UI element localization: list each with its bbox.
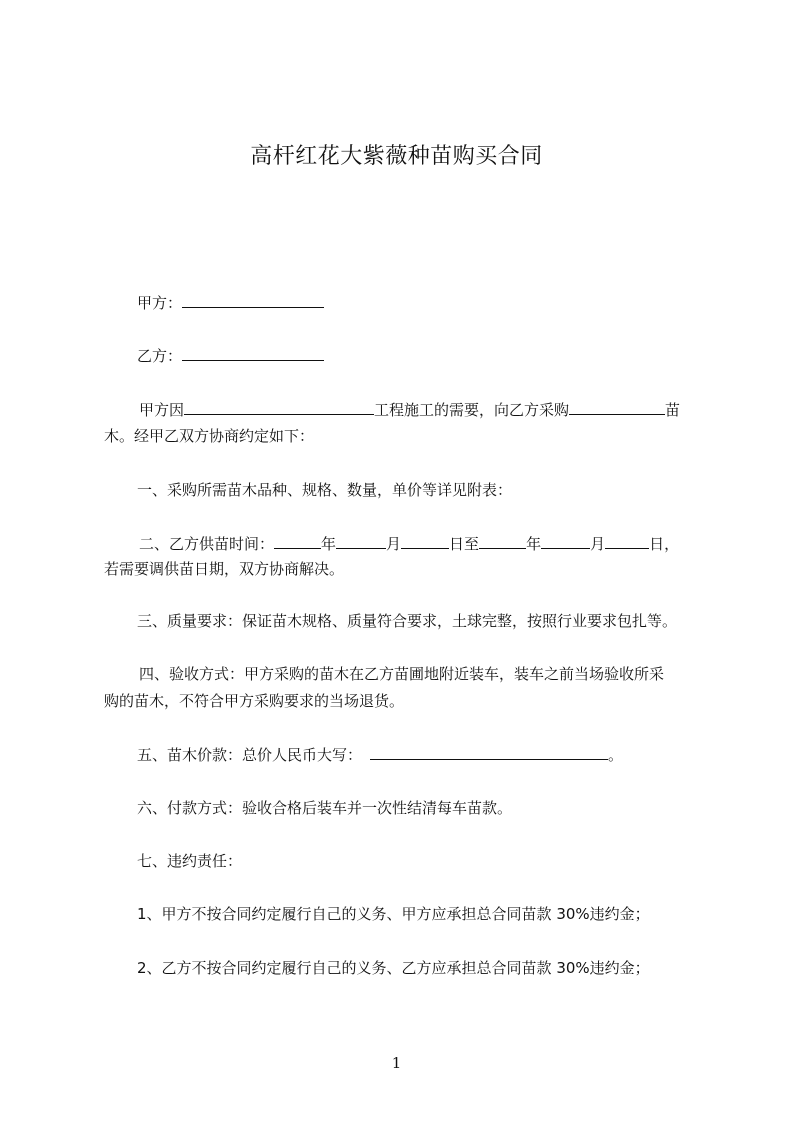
total-price-blank <box>370 742 608 760</box>
end-year-label: 年 <box>526 535 542 553</box>
clause-1: 一、采购所需苗木品种、规格、数量，单价等详见附表： <box>137 481 513 499</box>
clause-4-line-1: 四、验收方式：甲方采购的苗木在乙方苗圃地附近装车，装车之前当场验收所采 <box>139 665 665 683</box>
party-a-line <box>137 290 324 315</box>
clause-2-line-2: 若需要调供苗日期，双方协商解决。 <box>104 560 345 578</box>
clause-2-line-1 <box>139 531 679 556</box>
end-month-blank <box>541 531 590 549</box>
start-year-label: 年 <box>321 535 337 553</box>
clause-5-label: 五、苗木价款：总价人民币大写： <box>137 746 363 764</box>
party-b-line <box>137 343 324 368</box>
clause-6: 六、付款方式：验收合格后装车并一次性结清每车苗款。 <box>137 799 513 817</box>
clause-3: 三、质量要求：保证苗木规格、质量符合要求，土球完整，按照行业要求包扎等。 <box>137 612 678 630</box>
start-year-blank <box>274 531 321 549</box>
party-b-label: 乙方： <box>137 347 183 365</box>
intro-part-2: 工程施工的需要，向乙方采购 <box>374 401 570 419</box>
start-month-label: 月 <box>386 535 402 553</box>
party-b-blank <box>182 343 324 361</box>
start-day-blank <box>401 531 449 549</box>
end-day-blank <box>605 531 649 549</box>
party-a-blank <box>182 290 324 308</box>
intro-line-1 <box>139 397 680 422</box>
intro-line-2: 木。经甲乙双方协商约定如下： <box>104 427 315 445</box>
party-a-label: 甲方： <box>137 294 183 312</box>
clause-5 <box>137 742 623 767</box>
end-year-blank <box>479 531 526 549</box>
start-month-blank <box>336 531 386 549</box>
liability-item-2: 2、乙方不按合同约定履行自己的义务、乙方应承担总合同苗款 30%违约金； <box>137 959 650 977</box>
clause-7: 七、违约责任： <box>137 852 243 870</box>
end-month-label: 月 <box>590 535 606 553</box>
page-number: 1 <box>391 1054 402 1072</box>
clause-2-label: 二、乙方供苗时间： <box>139 535 275 553</box>
liability-item-1: 1、甲方不按合同约定履行自己的义务、甲方应承担总合同苗款 30%违约金； <box>137 905 650 923</box>
seedling-type-blank <box>569 397 665 415</box>
start-day-label: 日至 <box>449 535 480 553</box>
clause-4-line-2: 购的苗木，不符合甲方采购要求的当场退货。 <box>104 692 405 710</box>
end-day-label: 日， <box>649 535 680 553</box>
intro-part-1: 甲方因 <box>139 401 185 419</box>
project-name-blank <box>184 397 374 415</box>
document-title: 高杆红花大紫薇种苗购买合同 <box>250 144 543 169</box>
intro-part-3: 苗 <box>665 401 681 419</box>
clause-5-end: 。 <box>608 746 624 764</box>
